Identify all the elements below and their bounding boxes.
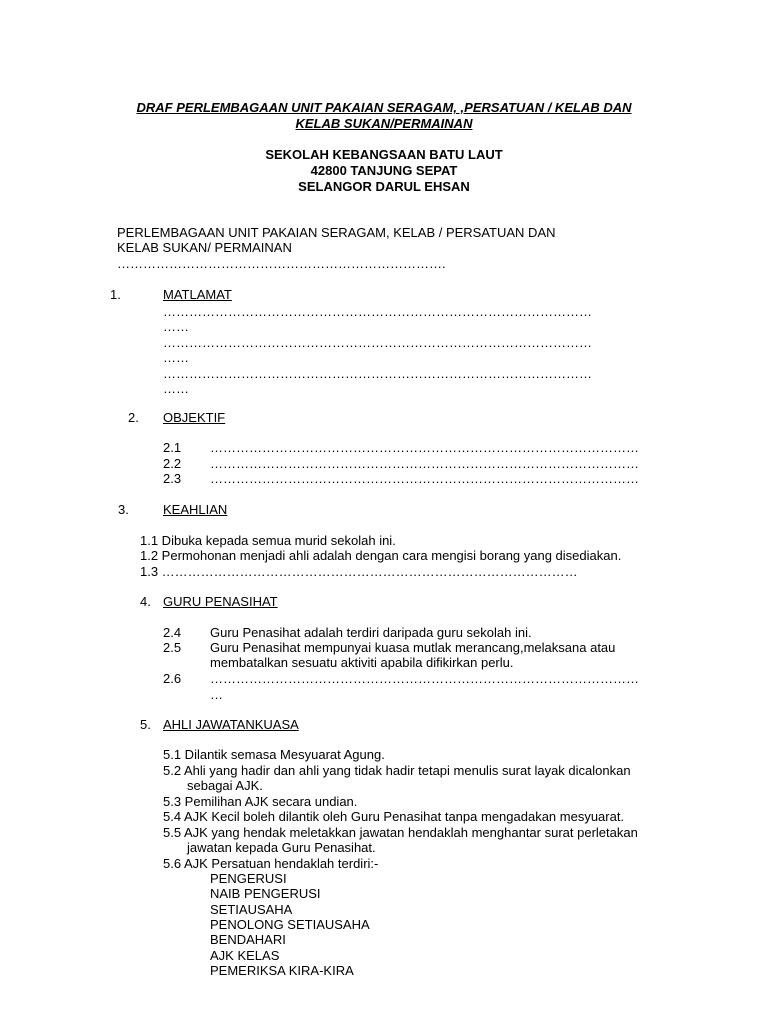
role-item: BENDAHARI	[210, 932, 286, 947]
section2-item-dots: ………………………………………………………………………………………	[210, 456, 639, 471]
section4-item3-dots: ………………………………………………………………………………………	[210, 671, 639, 686]
section5-item4: 5.4 AJK Kecil boleh dilantik oleh Guru Penasihat tanpa mengadakan mesyuarat.	[163, 809, 625, 824]
section1-dots-line2: ………………………………………………………………………………………	[163, 335, 592, 350]
section2-item-dots: ………………………………………………………………………………………	[210, 471, 639, 486]
section5-item3: 5.3 Pemilihan AJK secara undian.	[163, 794, 358, 809]
section5-item2-cont: sebagai AJK.	[187, 778, 263, 793]
section5-item5: 5.5 AJK yang hendak meletakkan jawatan hendaklah menghantar surat perletakan	[163, 825, 638, 840]
section3-item1: 1.1 Dibuka kepada semua murid sekolah ini.	[140, 533, 396, 548]
role-item: SETIAUSAHA	[210, 902, 293, 917]
section4-item2-number: 2.5	[163, 640, 182, 655]
section3-number: 3.	[118, 502, 129, 517]
section1-dots-line1: ………………………………………………………………………………………	[163, 304, 592, 319]
section4-number: 4.	[140, 594, 151, 609]
section3-title: KEAHLIAN	[163, 502, 228, 517]
section1-number: 1.	[110, 287, 121, 302]
section1-dots-line3: ………………………………………………………………………………………	[163, 366, 592, 381]
intro-line1: PERLEMBAGAAN UNIT PAKAIAN SERAGAM, KELAB / PERSATUAN DAN	[117, 225, 556, 240]
section2-item-dots: ………………………………………………………………………………………	[210, 440, 639, 455]
role-item: NAIB PENGERUSI	[210, 886, 321, 901]
section5-item1: 5.1 Dilantik semasa Mesyuarat Agung.	[163, 747, 385, 762]
intro-line2: KELAB SUKAN/ PERMAINAN	[117, 240, 292, 255]
section5-title: AHLI JAWATANKUASA	[163, 717, 299, 732]
section2-title: OBJEKTIF	[163, 410, 226, 425]
section3-item2: 1.2 Permohonan menjadi ahli adalah dengan cara mengisi borang yang disediakan.	[140, 548, 622, 563]
role-item: PENGERUSI	[210, 871, 287, 886]
school-postcode-city: 42800 TANJUNG SEPAT	[310, 163, 458, 178]
section4-item2-text: Guru Penasihat mempunyai kuasa mutlak merancang,melaksana atau	[210, 640, 616, 655]
section5-item2: 5.2 Ahli yang hadir dan ahli yang tidak hadir tetapi menulis surat layak dicalonkan	[163, 763, 631, 778]
section4-item3-dots-cont: …	[210, 687, 223, 702]
role-item: AJK KELAS	[210, 948, 280, 963]
intro-dots: ………………………………………………………………….	[117, 256, 446, 271]
section1-dots-line3b: ……	[163, 381, 189, 396]
section4-item3-number: 2.6	[163, 671, 182, 686]
section2-number: 2.	[128, 410, 139, 425]
section5-number: 5.	[140, 717, 151, 732]
section1-title: MATLAMAT	[163, 287, 232, 302]
role-item: PEMERIKSA KIRA-KIRA	[210, 963, 354, 978]
document-title-line1: DRAF PERLEMBAGAAN UNIT PAKAIAN SERAGAM, ,PERSATUAN / KELAB DAN	[136, 100, 632, 115]
document-title-line2: KELAB SUKAN/PERMAINAN	[295, 116, 473, 131]
section4-item1-text: Guru Penasihat adalah terdiri daripada guru sekolah ini.	[210, 625, 532, 640]
section1-dots-line1b: ……	[163, 319, 189, 334]
section2-item-number: 2.2	[163, 456, 182, 471]
school-state: SELANGOR DARUL EHSAN	[298, 179, 470, 194]
section2-item-number: 2.1	[163, 440, 182, 455]
section2-item-number: 2.3	[163, 471, 182, 486]
section4-title: GURU PENASIHAT	[163, 594, 278, 609]
school-name: SEKOLAH KEBANGSAAN BATU LAUT	[265, 147, 503, 162]
section1-dots-line2b: ……	[163, 350, 189, 365]
role-item: PENOLONG SETIAUSAHA	[210, 917, 370, 932]
section5-item6: 5.6 AJK Persatuan hendaklah terdiri:-	[163, 856, 379, 871]
section5-item5-cont: jawatan kepada Guru Penasihat.	[187, 840, 376, 855]
section4-item2-text-cont: membatalkan sesuatu aktiviti apabila difikirkan perlu.	[210, 655, 514, 670]
section4-item1-number: 2.4	[163, 625, 182, 640]
section3-item3: 1.3 ……………………………………………………………………………………	[140, 564, 578, 579]
